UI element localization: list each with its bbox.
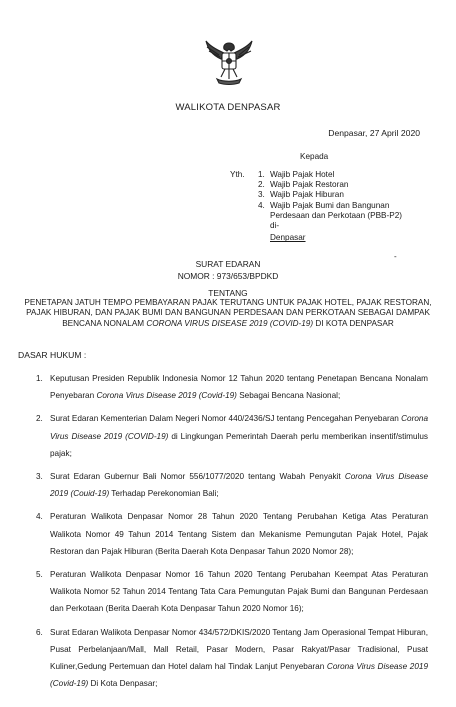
letter-type: SURAT EDARAN <box>195 259 261 269</box>
page-title: WALIKOTA DENPASAR <box>175 102 281 113</box>
letter-number: NOMOR : 973/653/BPDKD <box>177 271 279 281</box>
legal-basis-heading: DASAR HUKUM : <box>18 350 87 360</box>
garuda-emblem-icon <box>203 35 255 87</box>
letter-about: TENTANG <box>208 288 248 298</box>
list-item: 3. Surat Edaran Gubernur Bali Nomor 556/1077/2020 tentang Wabah Penyakit Corona Virus Disease 2019 (Couid-19) Terhadap Perekonomian Bali; <box>36 472 428 499</box>
list-item: 2. Wajib Pajak Restoran <box>258 180 349 190</box>
legal-basis-list <box>36 370 428 698</box>
list-item: 5. Peraturan Walikota Denpasar Nomor 16 Tahun 2020 Tentang Perubahan Keempat Atas Peraturan Walikota Nomor 52 Tahun 2014 Tentang Tata Cara Pemungutan Pajak Bumi dan Bangunan Perdesaan dan Perkotaan (Berita Daerah Kota Denpasar Tahun 2020 Nomor 16); <box>36 570 428 614</box>
list-item: 6. Surat Edaran Walikota Denpasar Nomor 434/572/DKIS/2020 Tentang Jam Operasional Tempat Hiburan, Pusat Perbelanjaan/Mall, Mall Retail, Pasar Modern, Pasar Rakyat/Pasar Tradisional, Pusat Kuliner,Gedung Pertemuan dan Hotel dalam hal Tindak Lanjut Penyebaran Corona Virus Disease 2019 (Covid-19) Di Kota Denpasar; <box>36 627 428 689</box>
recipient-list <box>258 170 428 243</box>
list-item: 4. Peraturan Walikota Denpasar Nomor 28 Tahun 2020 Tentang Perubahan Ketiga Atas Peraturan Walikota Nomor 49 Tahun 2014 Tentang Sistem dan Mekanisme Pemungutan Pajak Hotel, Pajak Restoran dan Pajak Hiburan (Berita Daerah Kota Denpasar Tahun 2020 Nomor 28); <box>36 512 428 556</box>
salutation: Yth. <box>230 170 245 179</box>
list-item: 3. Wajib Pajak Hiburan <box>258 190 344 200</box>
letter-date: Denpasar, 27 April 2020 <box>328 128 420 138</box>
list-item: 1. Keputusan Presiden Republik Indonesia Nomor 12 Tahun 2020 tentang Penetapan Bencana Nonalam Penyebaran Corona Virus Disease 2019 (Covid-19) Sebagai Bencana Nasional; <box>36 374 428 401</box>
recipient-continuation: Perdesaan dan Perkotaan (PBB-P2) <box>270 210 402 220</box>
stray-mark: - <box>394 252 397 261</box>
recipient-place: Denpasar <box>270 233 306 243</box>
list-item: 1. Wajib Pajak Hotel <box>258 170 335 179</box>
list-item: 2. Surat Edaran Kementerian Dalam Negeri Nomor 440/2436/SJ tentang Pencegahan Penyebaran Corona Virus Disease 2019 (COVID-19) di Lingkungan Pemerintah Daerah perlu memberikan insentif/stimulus pajak; <box>36 414 429 458</box>
letter-subject: PENETAPAN JATUH TEMPO PEMBAYARAN PAJAK TERUTANG UNTUK PAJAK HOTEL, PAJAK RESTORAN, PAJAK HIBURAN, DAN PAJAK BUMI DAN BANGUNAN PERDESAAN DAN PERKOTAAN SEBAGAI DAMPAK BENCANA NONALAM CORONA VIRUS DISEASE 2019 (COVID-19) DI KOTA DENPASAR <box>24 298 432 328</box>
recipient-heading: Kepada <box>300 152 329 161</box>
list-item: 4. Wajib Pajak Bumi dan Bangunan <box>258 200 390 210</box>
recipient-di: di- <box>270 221 280 231</box>
